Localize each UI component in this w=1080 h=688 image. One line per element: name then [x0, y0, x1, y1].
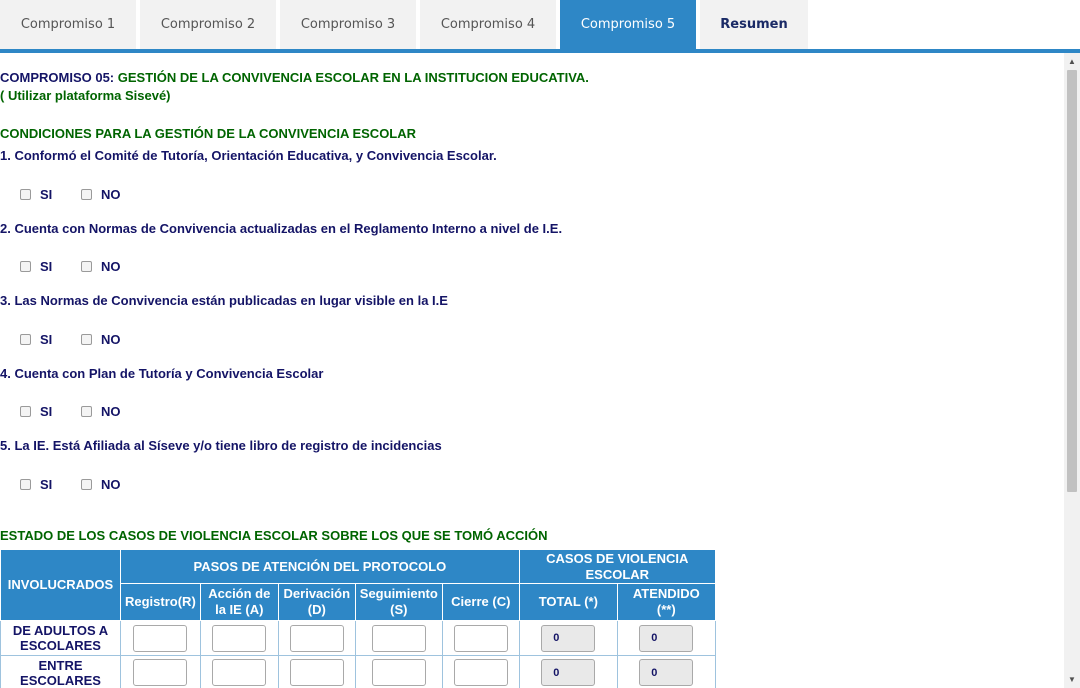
column-header: TOTAL (*) [519, 584, 617, 621]
cell [121, 621, 201, 656]
atendido-field: 0 [639, 659, 693, 686]
column-header: Derivación (D) [278, 584, 355, 621]
casos-title: ESTADO DE LOS CASOS DE VIOLENCIA ESCOLAR SOBRE LOS QUE SE TOMÓ ACCIÓN [0, 528, 548, 543]
no-label: NO [101, 259, 121, 274]
si-label: SI [40, 332, 53, 347]
column-header: Seguimiento (S) [355, 584, 442, 621]
question-3: 3. Las Normas de Convivencia están publicadas en lugar visible en la I.E [0, 293, 448, 308]
question-3-no-checkbox[interactable] [81, 334, 92, 345]
question-5-si-checkbox[interactable] [20, 479, 31, 490]
column-header: ATENDIDO (**) [617, 584, 715, 621]
seguimiento-input[interactable] [372, 625, 426, 652]
question-3-no-option[interactable] [81, 332, 121, 347]
question-2-no-option[interactable] [81, 259, 121, 274]
question-2: 2. Cuenta con Normas de Convivencia actualizadas en el Reglamento Interno a nivel de I.E. [0, 221, 563, 236]
pasos-header: PASOS DE ATENCIÓN DEL PROTOCOLO [121, 550, 520, 584]
row-label: DE ADULTOS A ESCOLARES [1, 621, 121, 656]
si-label: SI [40, 187, 53, 202]
cell [519, 621, 617, 656]
question-5-no-checkbox[interactable] [81, 479, 92, 490]
tab-bar [0, 0, 1080, 53]
no-label: NO [101, 477, 121, 492]
row-label: ENTRE ESCOLARES [1, 656, 121, 688]
total-field: 0 [541, 625, 595, 652]
cell [200, 656, 278, 688]
tab-compromiso-1[interactable]: Compromiso 1 [0, 0, 136, 49]
question-2-si-checkbox[interactable] [20, 261, 31, 272]
involucrados-header: INVOLUCRADOS [1, 550, 121, 621]
compromiso-title [0, 70, 589, 85]
question-2-si-option[interactable] [20, 259, 52, 274]
vertical-scrollbar[interactable] [1064, 53, 1080, 688]
question-4-no-option[interactable] [81, 404, 121, 419]
section-title: CONDICIONES PARA LA GESTIÓN DE LA CONVIVENCIA ESCOLAR [0, 126, 417, 141]
si-label: SI [40, 477, 53, 492]
compromiso-name: GESTIÓN DE LA CONVIVENCIA ESCOLAR EN LA INSTITUCION EDUCATIVA. [117, 70, 589, 85]
column-header: Registro(R) [121, 584, 201, 621]
cell [617, 621, 715, 656]
question-1-no-checkbox[interactable] [81, 189, 92, 200]
question-1: 1. Conformó el Comité de Tutoría, Orientación Educativa, y Convivencia Escolar. [0, 148, 497, 163]
column-header: Acción de la IE (A) [200, 584, 278, 621]
question-4-si-checkbox[interactable] [20, 406, 31, 417]
question-5: 5. La IE. Está Afiliada al Síseve y/o tiene libro de registro de incidencias [0, 438, 442, 453]
registro-input[interactable] [133, 659, 187, 686]
question-4: 4. Cuenta con Plan de Tutoría y Convivencia Escolar [0, 366, 324, 381]
question-5-no-option[interactable] [81, 477, 121, 492]
derivacion-input[interactable] [290, 625, 344, 652]
cell [121, 656, 201, 688]
no-label: NO [101, 404, 121, 419]
form-content [0, 57, 1064, 688]
question-4-si-option[interactable] [20, 404, 52, 419]
cierre-input[interactable] [454, 659, 508, 686]
total-field: 0 [541, 659, 595, 686]
no-label: NO [101, 332, 121, 347]
tab-compromiso-5[interactable]: Compromiso 5 [560, 0, 696, 49]
plataforma-note: ( Utilizar plataforma Sisevé) [0, 88, 171, 103]
tab-compromiso-4[interactable]: Compromiso 4 [420, 0, 556, 49]
cell [355, 656, 442, 688]
si-label: SI [40, 259, 53, 274]
derivacion-input[interactable] [290, 659, 344, 686]
column-header: Cierre (C) [442, 584, 519, 621]
registro-input[interactable] [133, 625, 187, 652]
cell [617, 656, 715, 688]
casos-table [0, 549, 716, 688]
scrollbar-thumb[interactable] [1067, 70, 1077, 492]
accion-input[interactable] [212, 659, 266, 686]
cell [442, 621, 519, 656]
cell [200, 621, 278, 656]
cell [278, 621, 355, 656]
si-label: SI [40, 404, 53, 419]
cell [355, 621, 442, 656]
casos-violencia-header: CASOS DE VIOLENCIA ESCOLAR [519, 550, 715, 584]
question-3-si-option[interactable] [20, 332, 52, 347]
cierre-input[interactable] [454, 625, 508, 652]
question-5-si-option[interactable] [20, 477, 52, 492]
tab-compromiso-2[interactable]: Compromiso 2 [140, 0, 276, 49]
question-1-no-option[interactable] [81, 187, 121, 202]
atendido-field: 0 [639, 625, 693, 652]
compromiso-prefix: COMPROMISO 05: [0, 70, 118, 85]
question-3-si-checkbox[interactable] [20, 334, 31, 345]
scroll-up-arrow-icon[interactable]: ▲ [1068, 57, 1076, 66]
cell [442, 656, 519, 688]
cell [519, 656, 617, 688]
question-1-si-option[interactable] [20, 187, 52, 202]
seguimiento-input[interactable] [372, 659, 426, 686]
question-1-si-checkbox[interactable] [20, 189, 31, 200]
scroll-down-arrow-icon[interactable]: ▼ [1068, 675, 1076, 684]
cell [278, 656, 355, 688]
no-label: NO [101, 187, 121, 202]
table-row [1, 621, 716, 656]
tab-compromiso-3[interactable]: Compromiso 3 [280, 0, 416, 49]
question-4-no-checkbox[interactable] [81, 406, 92, 417]
accion-input[interactable] [212, 625, 266, 652]
tab-resumen[interactable]: Resumen [700, 0, 808, 49]
table-row [1, 656, 716, 688]
question-2-no-checkbox[interactable] [81, 261, 92, 272]
